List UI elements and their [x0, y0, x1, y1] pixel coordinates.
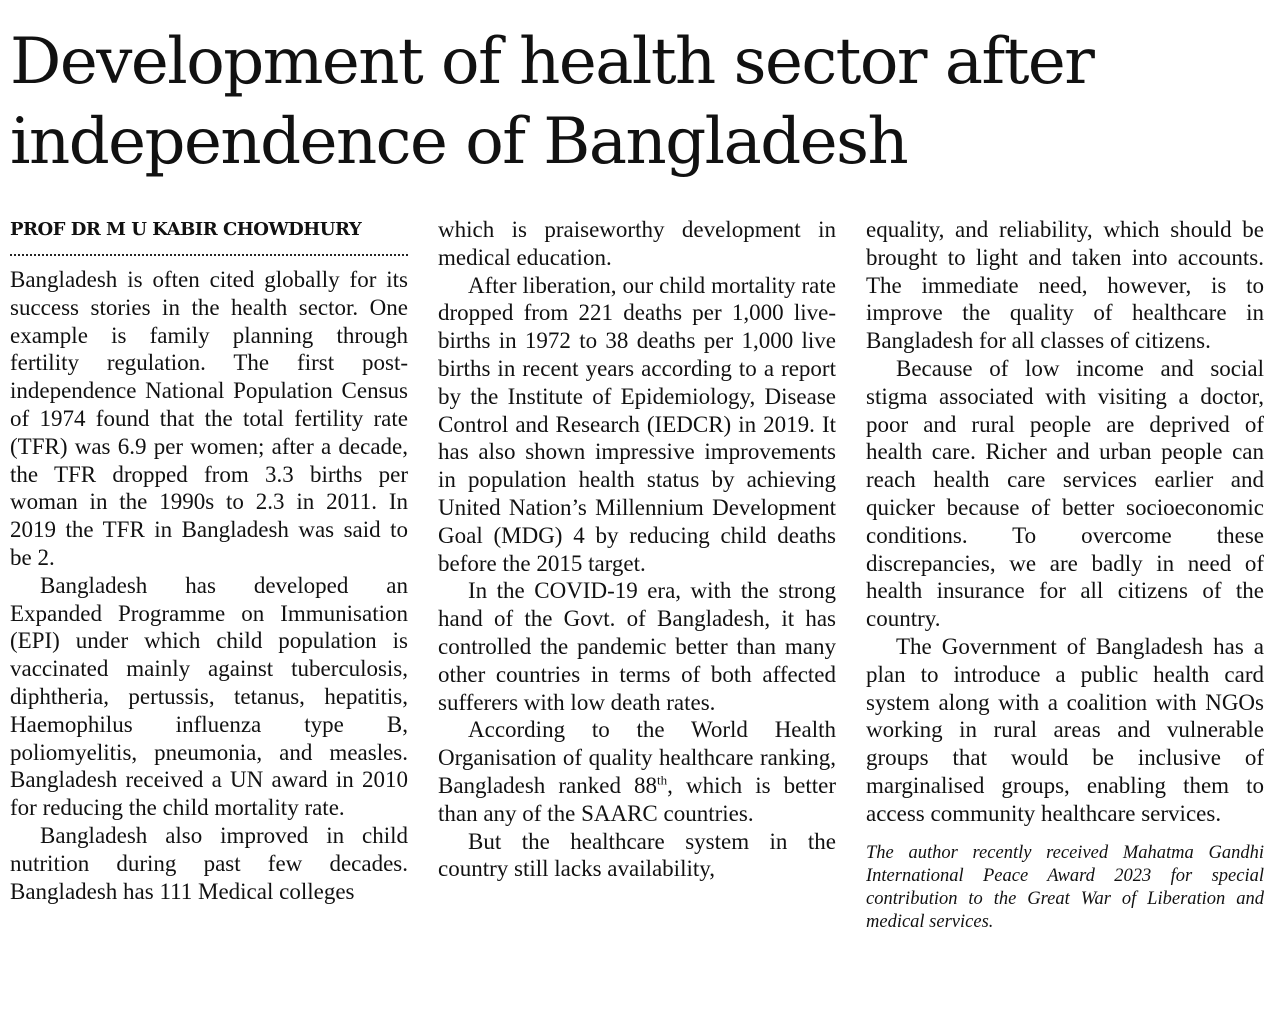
article-headline: Development of health sector after independence of Bangladesh [10, 25, 1094, 179]
author-note: The author recently received Mahatma Gandhi International Peace Award 2023 for special contribution to the Great War of Liberation and medical services. [866, 842, 1264, 932]
paragraph: But the healthcare system in the country still lacks availability, [438, 828, 836, 882]
paragraph: Bangladesh also improved in child nutrition during past few decades. Bangladesh has 111 Medical colleges [10, 822, 408, 904]
paragraph: Because of low income and social stigma associated with visiting a doctor, poor and rural people are deprived of health care. Richer and urban people can reach health care services earlier and quicker because of better socioeconomic conditions. To overcome these discrepancies, we are badly in need of health insurance for all citizens of the country. [866, 355, 1264, 632]
paragraph: Bangladesh is often cited globally for its success stories in the health sector. One example is family planning through fertility regulation. The first post-independence National Population Census of 1974 found that the total fertility rate (TFR) was 6.9 per women; after a decade, the TFR dropped from 3.3 births per woman in the 1990s to 2.3 in 2011. In 2019 the TFR in Bangladesh was said to be 2. [10, 267, 408, 570]
paragraph: After liberation, our child mortality rate dropped from 221 deaths per 1,000 live-births in 1972 to 38 deaths per 1,000 live births in recent years according to a report by the Institute of Epidemiology, Disease Control and Research (IEDCR) in 2019. It has also shown impressive improvements in population health status by achieving United Nation’s Millennium Development Goal (MDG) 4 by reducing child deaths before the 2015 target. [438, 272, 836, 576]
paragraph: Bangladesh has developed an Expanded Programme on Immunisation (EPI) under which child population is vaccinated mainly against tuberculosis, diphtheria, pertussis, tetanus, hepatitis, Haemophilus influenza type B, poliomyelitis, pneumonia, and measles. Bangladesh received a UN award in 2010 for reducing the child mortality rate. [10, 572, 408, 821]
paragraph: In the COVID-19 era, with the strong hand of the Govt. of Bangladesh, it has controlled the pandemic better than many other countries in terms of both affected sufferers with low death rates. [438, 578, 836, 715]
ranking-text: According to the World Health Organisation of quality healthcare ranking, Bangladesh ranked 88 [438, 717, 836, 798]
paragraph: which is praiseworthy development in medical education. [438, 217, 836, 270]
paragraph: equality, and reliability, which should be brought to light and taken into accounts. The immediate need, however, is to improve the quality of healthcare in Bangladesh for all classes of citizens. [866, 217, 1264, 354]
paragraph: The Government of Bangladesh has a plan to introduce a public health card system along with a coalition with NGOs working in rural areas and vulnerable groups that would be inclusive of marginalised groups, enabling them to access community healthcare services. [866, 633, 1264, 826]
ordinal-suffix: th [657, 772, 668, 788]
article-column-3 [866, 216, 1264, 1006]
paragraph [438, 716, 836, 827]
article-column-1 [10, 216, 408, 1006]
article-column-2 [438, 216, 836, 1006]
ranking-text-continued: , which is better than any of the SAARC countries. [438, 772, 836, 826]
byline: PROF DR M U KABIR CHOWDHURY [10, 216, 408, 256]
